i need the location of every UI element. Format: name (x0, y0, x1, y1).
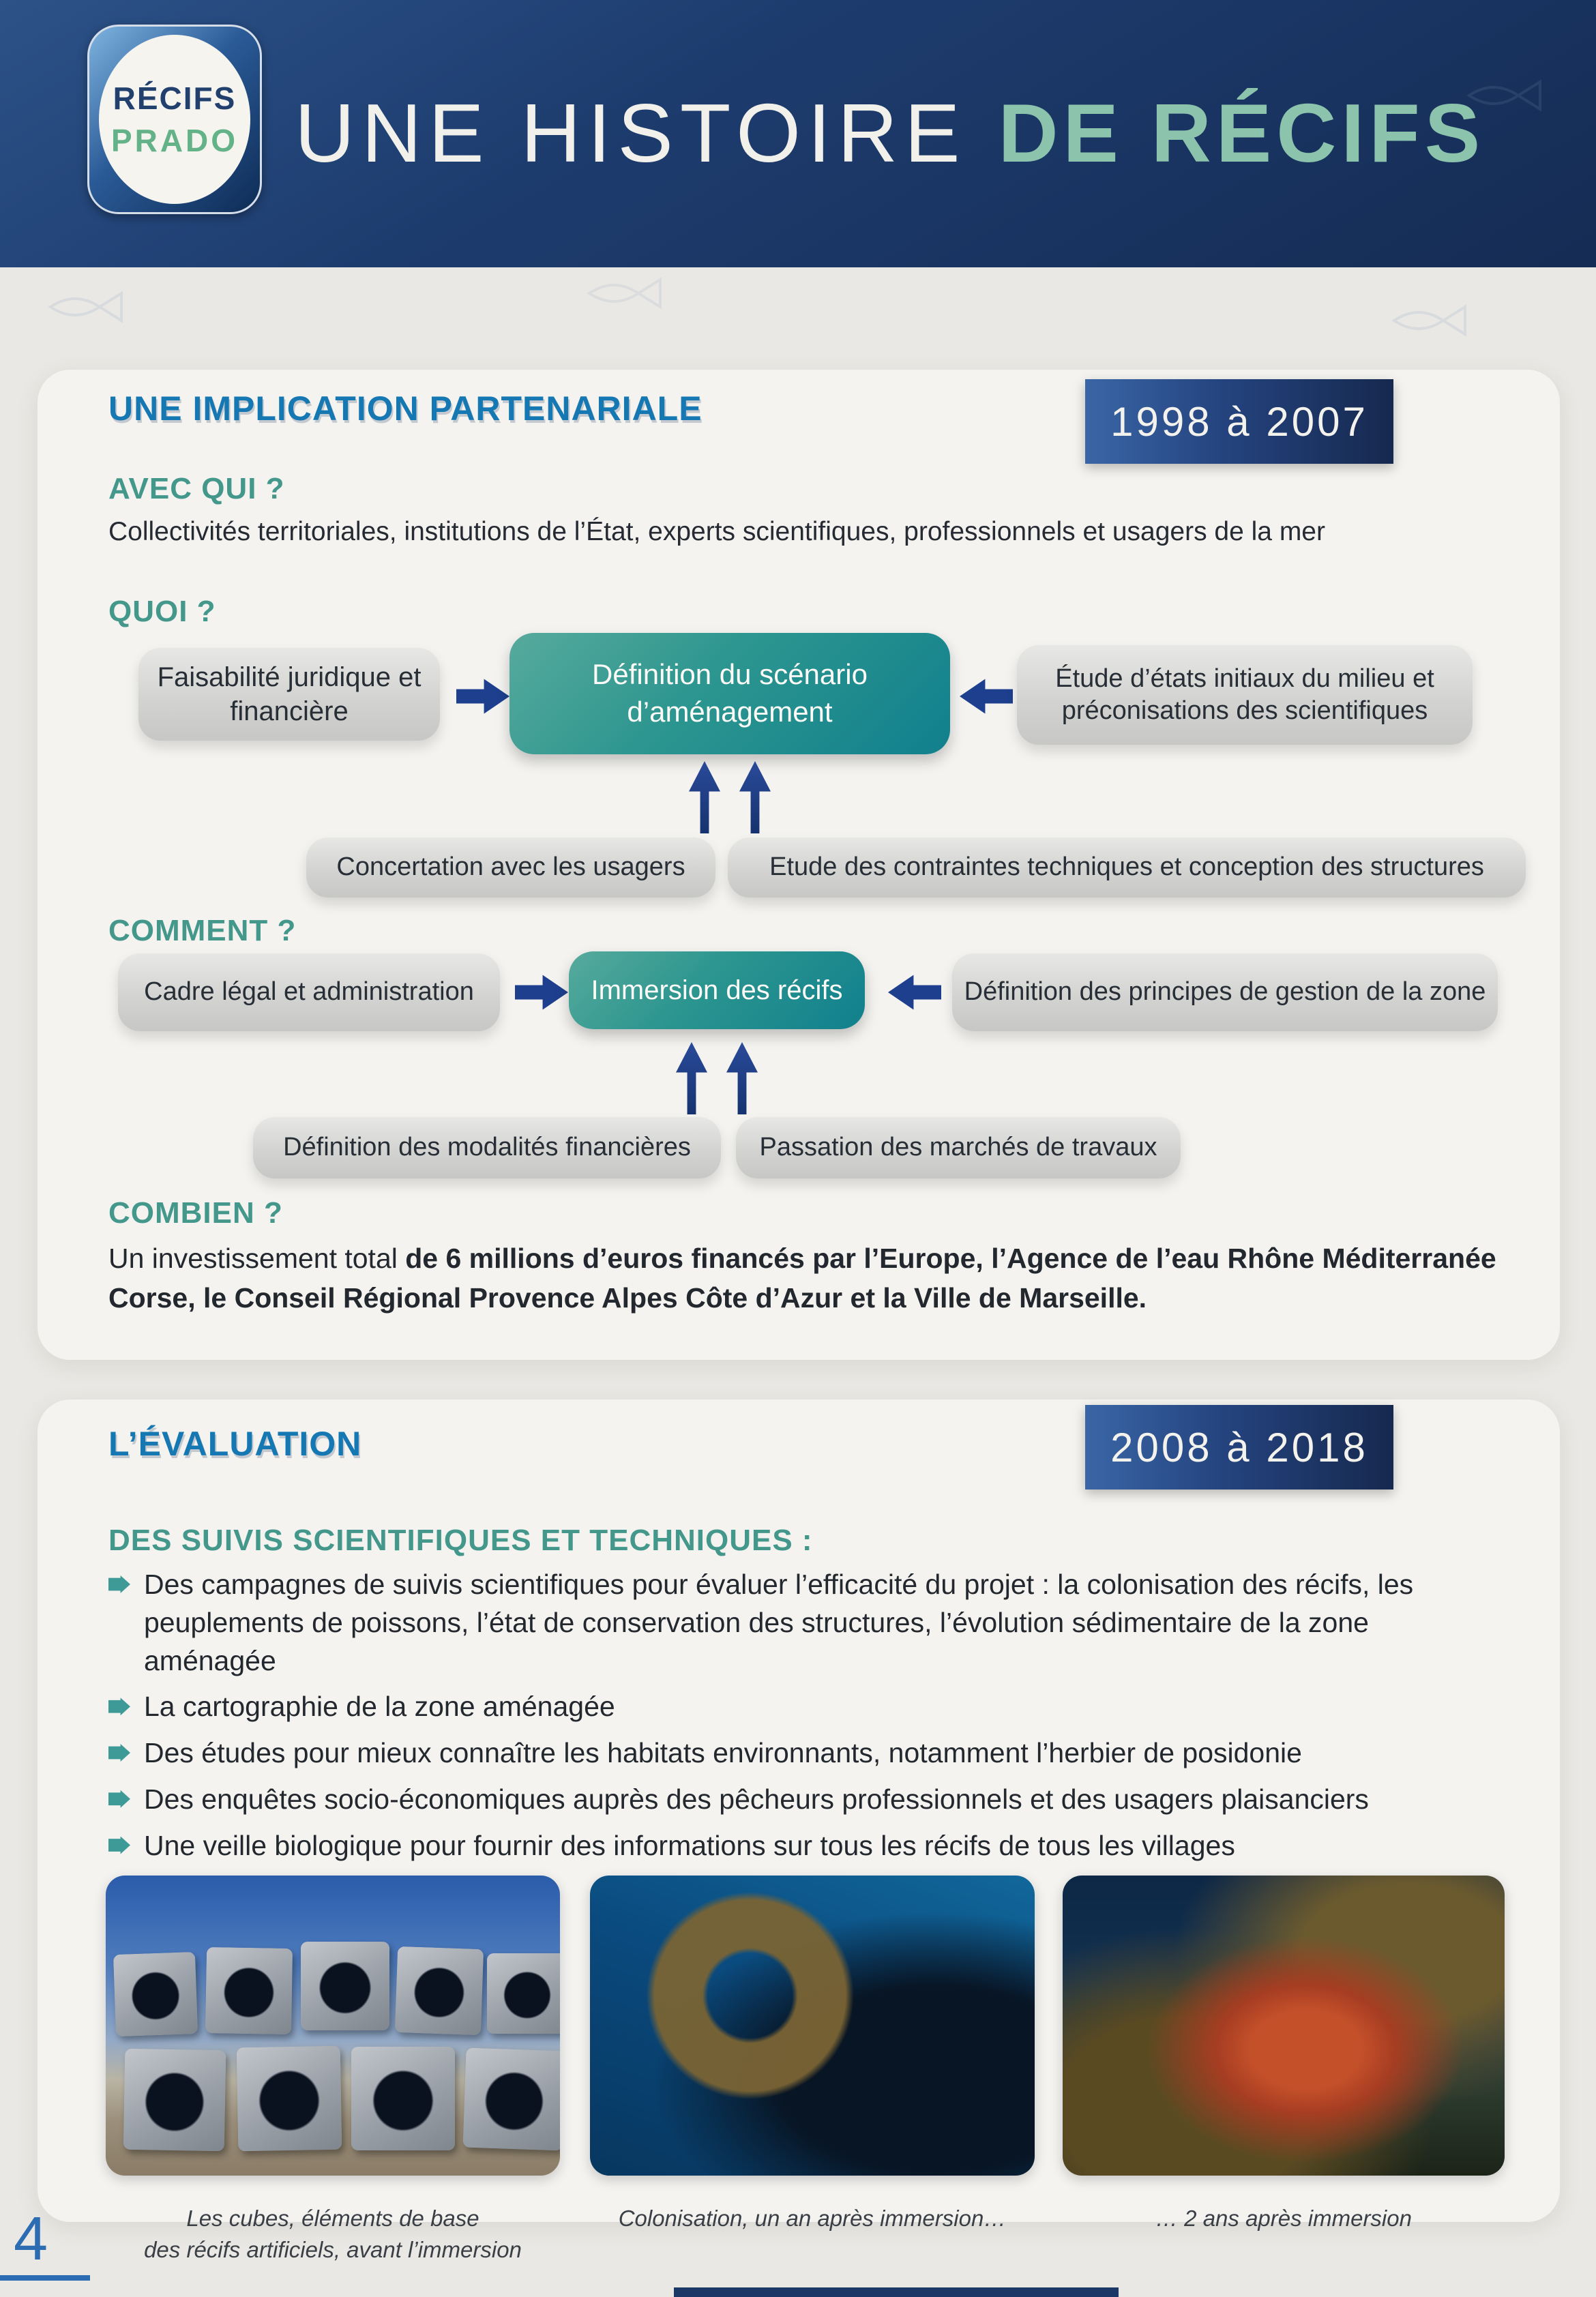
reef-cube (237, 2045, 342, 2151)
avec-qui-text: Collectivités territoriales, institutions de l’État, experts scientifiques, professionnels et usagers de la mer (108, 517, 1325, 546)
page-title-normal: UNE HISTOIRE (295, 87, 967, 179)
bullet-text: Une veille biologique pour fournir des informations sur tous les récifs de tous les villages (144, 1829, 1235, 1861)
list-item (108, 1827, 1425, 1865)
reef-cube (205, 1947, 292, 2034)
arrow-right-icon (515, 973, 568, 1012)
heading-combien: COMBIEN ? (108, 1196, 283, 1230)
quoi-box-contraintes: Etude des contraintes techniques et conception des structures (728, 838, 1526, 898)
date-badge-1998-2007 (1085, 379, 1393, 464)
page-header (0, 0, 1596, 267)
list-item (108, 1734, 1425, 1773)
date-badge-text: 2008 à 2018 (1110, 1424, 1368, 1470)
reef-cube (395, 1946, 484, 2034)
bullet-arrow-icon (108, 1790, 130, 1808)
combien-text-bold: de 6 millions d’euros financés par l’Europe, l’Agence de l’eau Rhône Méditerranée Corse, le Conseil Régional Provence Alpes Côte d’Azur et la Ville de Marseille. (108, 1243, 1496, 1314)
arrow-up-icon (689, 761, 720, 833)
caption-line: des récifs artificiels, avant l’immersion (144, 2237, 522, 2263)
photo-caption (106, 2203, 560, 2266)
arrow-left-icon (888, 973, 941, 1012)
footer-bar (674, 2287, 1119, 2297)
page-number-rule (0, 2275, 90, 2281)
list-item (108, 1566, 1425, 1680)
logo-oval (99, 35, 250, 204)
arrow-up-icon (676, 1042, 707, 1114)
reef-cube (123, 2049, 226, 2152)
page-title (295, 75, 1485, 191)
heading-comment: COMMENT ? (108, 914, 297, 947)
date-badge-2008-2018 (1085, 1405, 1393, 1490)
arrow-up-icon (739, 761, 771, 833)
comment-box-modalites: Définition des modalités financières (253, 1117, 721, 1179)
heading-avec-qui: AVEC QUI ? (108, 472, 285, 505)
bullet-text: Des campagnes de suivis scientifiques pour évaluer l’efficacité du projet : la colonisation des récifs, les peuplements de poissons, l’état de conservation des structures, l’évolution sédimentaire de la zone aménagée (144, 1569, 1414, 1676)
bullet-arrow-icon (108, 1698, 130, 1715)
heading-suivis: DES SUIVIS SCIENTIFIQUES ET TECHNIQUES : (108, 1524, 813, 1557)
arrow-right-icon (456, 677, 509, 716)
comment-box-immersion: Immersion des récifs (569, 951, 865, 1029)
quoi-box-scenario: Définition du scénario d’aménagement (509, 633, 950, 754)
section2-title: L’ÉVALUATION (108, 1425, 362, 1463)
reef-cube (301, 1942, 389, 2030)
photo-caption: … 2 ans après immersion (1155, 2206, 1412, 2231)
comment-box-principes-gestion: Définition des principes de gestion de la zone (952, 953, 1498, 1031)
caption-line: Les cubes, éléments de base (186, 2206, 479, 2231)
recifs-prado-logo (87, 25, 262, 214)
photo-reef-cubes (106, 1876, 560, 2176)
page-number: 4 (14, 2205, 48, 2273)
heading-quoi: QUOI ? (108, 595, 216, 628)
quoi-up-arrows (689, 761, 771, 833)
photo-caption: Colonisation, un an après immersion… (618, 2206, 1007, 2231)
bullet-text: La cartographie de la zone aménagée (144, 1691, 615, 1723)
section-implication-partenariale (38, 370, 1560, 1360)
bullet-arrow-icon (108, 1575, 130, 1593)
page-title-accent: DE RÉCIFS (998, 87, 1486, 179)
bullet-text: Des études pour mieux connaître les habitats environnants, notamment l’herbier de posidonie (144, 1737, 1302, 1768)
reef-cube (351, 2047, 455, 2150)
quoi-box-faisabilite: Faisabilité juridique et financière (138, 648, 440, 741)
comment-up-arrows (676, 1042, 758, 1114)
logo-text-recifs: RÉCIFS (113, 80, 237, 116)
photo-colonisation-1an (590, 1876, 1035, 2176)
quoi-box-concertation: Concertation avec les usagers (306, 838, 715, 898)
logo-text-prado: PRADO (110, 123, 239, 158)
bullet-text: Des enquêtes socio-économiques auprès des pêcheurs professionnels et des usagers plaisanciers (144, 1783, 1369, 1815)
list-item (108, 1781, 1425, 1819)
bullet-arrow-icon (108, 1744, 130, 1762)
reef-cube (463, 2048, 560, 2151)
reef-cube (113, 1952, 198, 2036)
fish-watermark-icon (48, 286, 130, 327)
fish-watermark-icon (587, 273, 668, 314)
fish-watermark-icon (1391, 300, 1473, 341)
combien-text-normal: Un investissement total (108, 1243, 406, 1274)
reef-cube (487, 1953, 560, 2034)
arrow-left-icon (960, 677, 1013, 716)
section-evaluation (38, 1399, 1560, 2263)
list-item (108, 1688, 1425, 1726)
comment-box-passation: Passation des marchés de travaux (736, 1117, 1181, 1179)
quoi-box-etude-etats: Étude d’états initiaux du milieu et préconisations des scientifiques (1017, 645, 1473, 745)
fish-watermark-icon (1466, 75, 1548, 116)
evaluation-bullet-list (108, 1566, 1425, 1873)
bullet-arrow-icon (108, 1837, 130, 1854)
date-badge-text: 1998 à 2007 (1110, 398, 1368, 445)
arrow-up-icon (726, 1042, 758, 1114)
combien-text (108, 1239, 1500, 1318)
section1-title: UNE IMPLICATION PARTENARIALE (108, 389, 703, 428)
comment-box-cadre-legal: Cadre légal et administration (118, 953, 500, 1031)
photo-colonisation-2ans (1063, 1876, 1505, 2176)
